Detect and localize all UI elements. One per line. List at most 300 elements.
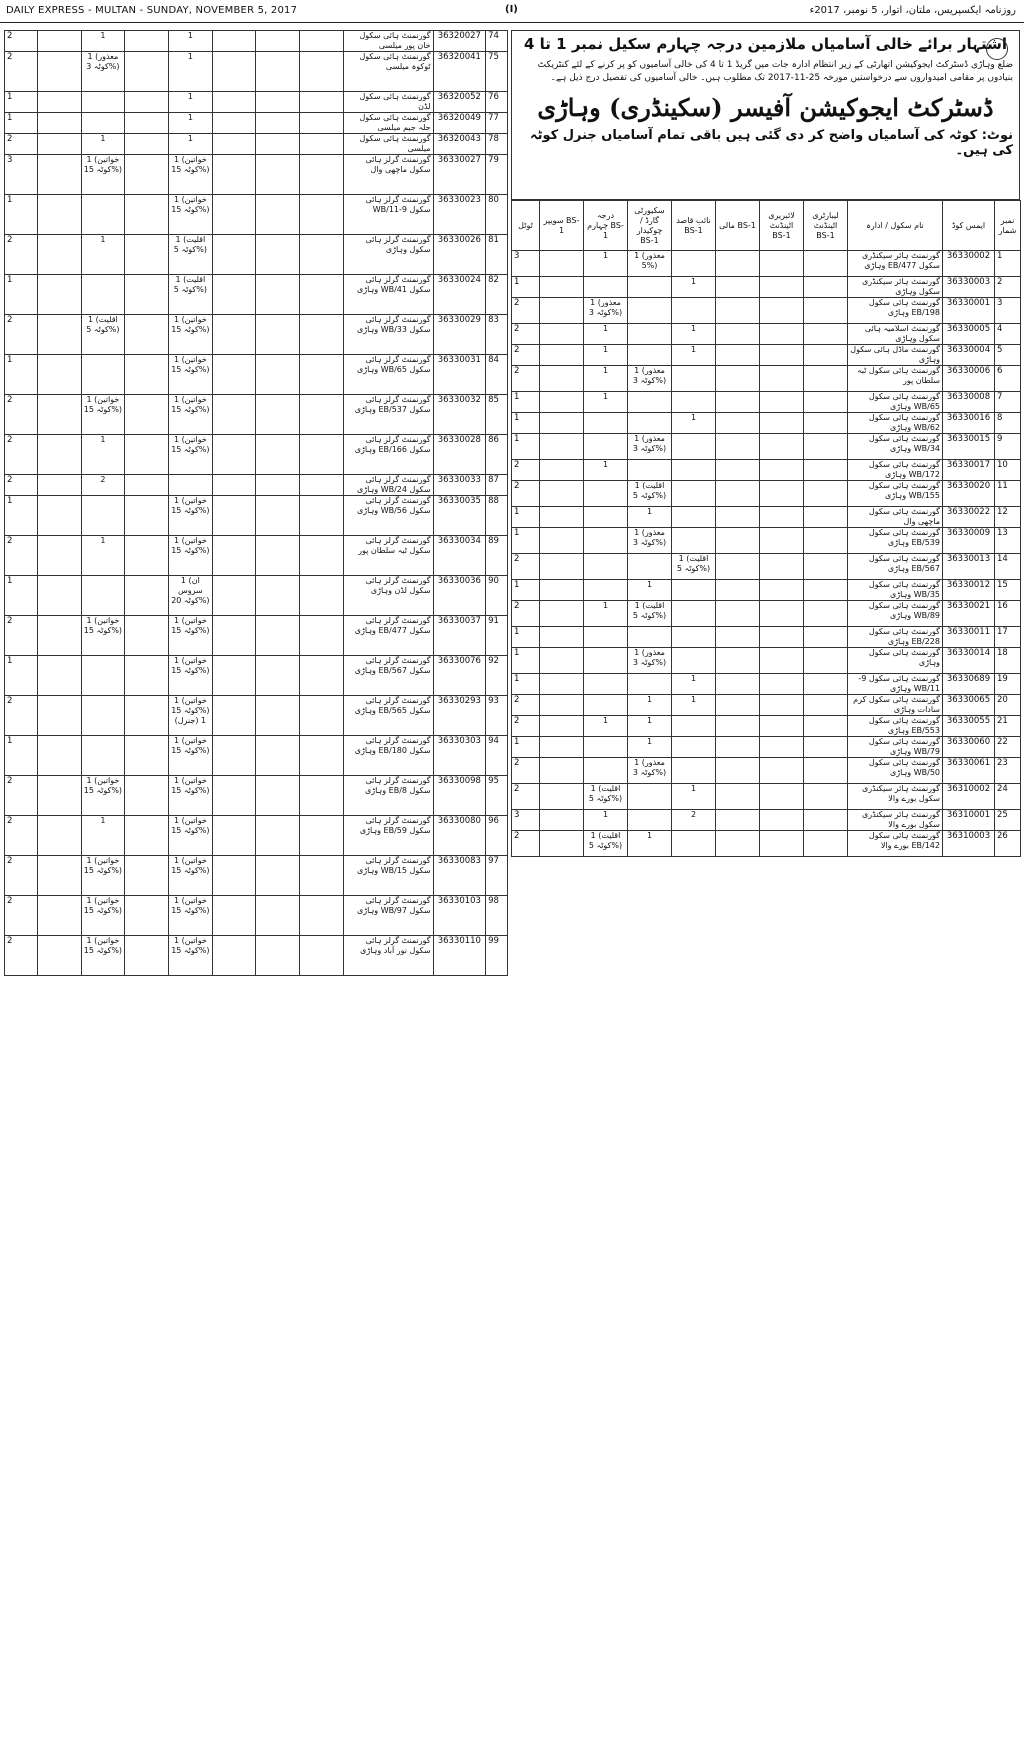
cell-sr: 84 [486,355,508,395]
cell-security-guard [125,435,169,475]
cell-class4 [584,627,628,648]
table-row [512,554,1021,580]
cell-total: 2 [5,475,38,496]
right-column [511,30,1020,857]
cell-mali [212,355,256,395]
cell-class4: 1 [81,235,125,275]
cell-library-attendant [256,576,300,616]
cell-sweeper [37,113,81,134]
cell-emis: 36330080 [433,816,485,856]
cell-emis: 36310001 [943,810,995,831]
cell-class4 [81,275,125,315]
table-row [512,784,1021,810]
cell-sr: 85 [486,395,508,435]
cell-library-attendant [256,275,300,315]
cell-class4: 1 [81,435,125,475]
cell-library-attendant [256,936,300,976]
cell-security-guard: 1 (معذور کوٹہ 3%) [628,434,672,460]
table-row [512,810,1021,831]
cell-emis: 36330020 [943,481,995,507]
cell-lab-attendant [804,366,848,392]
cell-sr: 99 [486,936,508,976]
cell-library-attendant [256,134,300,155]
cell-emis: 36330060 [943,737,995,758]
cell-lab-attendant [804,298,848,324]
cell-lab-attendant [804,695,848,716]
cell-sweeper [540,277,584,298]
cell-library-attendant [760,674,804,695]
cell-sr: 80 [486,195,508,235]
cell-library-attendant [760,601,804,627]
cell-sweeper [37,315,81,355]
cell-total: 2 [5,52,38,92]
cell-emis: 36330689 [943,674,995,695]
cell-lab-attendant [300,816,344,856]
cell-total: 2 [5,536,38,576]
cell-class4 [81,656,125,696]
cell-emis: 36330017 [943,460,995,481]
cell-school: گورنمنٹ ہائی سکول 50/WB وہاڑی [848,758,943,784]
cell-lab-attendant [804,413,848,434]
cell-school: گورنمنٹ ہائی سکول ٹوکوہ میلسی [343,52,433,92]
cell-sweeper [37,195,81,235]
cell-naib-qasid [672,366,716,392]
cell-library-attendant [256,195,300,235]
cell-mali [716,277,760,298]
cell-naib-qasid [672,528,716,554]
cell-emis: 36330009 [943,528,995,554]
table-row [5,936,508,976]
cell-library-attendant [760,324,804,345]
cell-library-attendant [760,810,804,831]
cell-sr: 5 [995,345,1021,366]
cell-emis: 36330008 [943,392,995,413]
cell-total: 2 [512,366,540,392]
cell-lab-attendant [804,627,848,648]
cell-sr: 88 [486,496,508,536]
cell-library-attendant [256,496,300,536]
cell-mali [212,936,256,976]
cell-school: گورنمنٹ ہائی سکول 553/EB وہاڑی [848,716,943,737]
cell-sweeper [540,737,584,758]
cell-sweeper [540,434,584,460]
cell-total: 2 [512,481,540,507]
table-row [5,696,508,736]
cell-naib-qasid: 1 (خواتین کوٹہ 15%) [169,496,213,536]
cell-school: گورنمنٹ گرلز ہائی سکول ماچھی وال [343,155,433,195]
cell-lab-attendant [804,507,848,528]
cell-total: 2 [5,936,38,976]
cell-class4 [584,528,628,554]
cell-emis: 36330011 [943,627,995,648]
cell-security-guard: 1 (معذور 5%) [628,251,672,277]
cell-class4: 1 [81,816,125,856]
cell-naib-qasid: 1 (اقلیت کوٹہ 5%) [672,554,716,580]
table-row [5,113,508,134]
cell-total: 1 [5,355,38,395]
cell-emis: 36330032 [433,395,485,435]
cell-emis: 36310002 [943,784,995,810]
cell-emis: 36330015 [943,434,995,460]
table-row [5,235,508,275]
cell-library-attendant [256,856,300,896]
cell-security-guard [125,92,169,113]
cell-library-attendant [760,831,804,857]
table-row [5,536,508,576]
cell-total: 2 [5,856,38,896]
cell-security-guard [628,345,672,366]
cell-naib-qasid: 1 [672,413,716,434]
cell-mali [716,528,760,554]
cell-lab-attendant [300,275,344,315]
cell-mali [716,392,760,413]
cell-sweeper [37,155,81,195]
cell-school: گورنمنٹ ہائی سکول کرم سادات وہاڑی [848,695,943,716]
cell-class4: 1 [584,392,628,413]
cell-emis: 36330001 [943,298,995,324]
cell-mali [716,434,760,460]
cell-security-guard [125,656,169,696]
cell-sr: 3 [995,298,1021,324]
cell-security-guard [125,355,169,395]
cell-library-attendant [760,627,804,648]
cell-sr: 97 [486,856,508,896]
cell-mali [212,134,256,155]
cell-total: 2 [512,831,540,857]
cell-lab-attendant [804,758,848,784]
cell-emis: 36330061 [943,758,995,784]
table-row [512,277,1021,298]
cell-emis: 36320041 [433,52,485,92]
table-row [512,345,1021,366]
cell-library-attendant [760,737,804,758]
cell-library-attendant [760,298,804,324]
cell-naib-qasid [672,392,716,413]
cell-sweeper [540,345,584,366]
cell-emis: 36330076 [433,656,485,696]
masthead-date-urdu: روزنامہ ایکسپریس، ملتان، اتوار، 5 نومبر، 2017ء [809,5,1016,16]
cell-school: گورنمنٹ ہائی سکول 35/WB وہاڑی [848,580,943,601]
cell-emis: 36330036 [433,576,485,616]
cell-security-guard [628,627,672,648]
cell-security-guard: 1 [628,831,672,857]
cell-mali [716,695,760,716]
cell-school: گورنمنٹ گرلز ہائی سکول 9-11/WB [343,195,433,235]
cell-naib-qasid: 1 (خواتین کوٹہ 15%) [169,936,213,976]
cell-class4: 1 [584,601,628,627]
cell-library-attendant [760,580,804,601]
cell-lab-attendant [804,434,848,460]
cell-school: گورنمنٹ ہائر سیکنڈری سکول بورے والا [848,810,943,831]
cell-sweeper [540,481,584,507]
cell-mali [716,345,760,366]
cell-library-attendant [760,528,804,554]
cell-emis: 36330002 [943,251,995,277]
cell-naib-qasid [672,601,716,627]
cell-naib-qasid: 1 (خواتین کوٹہ 15%) [169,395,213,435]
masthead [0,0,1024,23]
cell-mali [716,810,760,831]
cell-security-guard [628,810,672,831]
cell-library-attendant [760,251,804,277]
cell-school: گورنمنٹ گرلز ہائی سکول 15/WB وہاڑی [343,856,433,896]
table-row [5,435,508,475]
cell-class4: 1 (خواتین کوٹہ 15%) [81,936,125,976]
cell-security-guard [628,674,672,695]
cell-security-guard [628,460,672,481]
cell-library-attendant [256,536,300,576]
cell-emis: 36330016 [943,413,995,434]
cell-mali [212,496,256,536]
cell-sr: 16 [995,601,1021,627]
cell-class4: 1 [584,345,628,366]
cell-security-guard [628,784,672,810]
cell-class4 [81,736,125,776]
cell-library-attendant [760,345,804,366]
cell-sweeper [540,366,584,392]
cell-school: گورنمنٹ ہائی سکول ٹبہ سلطان پور [848,366,943,392]
cell-naib-qasid: 1 (خواتین کوٹہ 15%) 1 (جنرل) [169,696,213,736]
cell-lab-attendant [804,251,848,277]
cell-library-attendant [760,648,804,674]
cell-emis: 36320043 [433,134,485,155]
cell-class4 [81,696,125,736]
cell-mali [212,776,256,816]
cell-class4: 1 [584,251,628,277]
cell-naib-qasid [672,627,716,648]
cell-sr: 25 [995,810,1021,831]
cell-lab-attendant [804,392,848,413]
cell-sr: 87 [486,475,508,496]
cell-lab-attendant [804,481,848,507]
cell-lab-attendant [300,736,344,776]
cell-naib-qasid: 1 (خواتین کوٹہ 15%) [169,155,213,195]
cell-mali [716,716,760,737]
col-sr: نمبر شمار [995,201,1021,251]
cell-sweeper [540,810,584,831]
cell-total: 2 [512,695,540,716]
cell-class4: 1 [81,134,125,155]
cell-naib-qasid: 1 (خواتین کوٹہ 15%) [169,315,213,355]
table-row [512,528,1021,554]
cell-security-guard [628,298,672,324]
cell-sweeper [37,235,81,275]
cell-total: 1 [512,528,540,554]
cell-naib-qasid: 1 (اقلیت کوٹہ 5%) [169,275,213,315]
cell-school: گورنمنٹ ہائی سکول ماچھی وال [848,507,943,528]
cell-mali [716,784,760,810]
cell-mali [212,275,256,315]
table-row [512,627,1021,648]
cell-library-attendant [760,392,804,413]
cell-naib-qasid: 1 (خواتین کوٹہ 15%) [169,355,213,395]
cell-school: گورنمنٹ ہائی سکول 89/WB وہاڑی [848,601,943,627]
cell-lab-attendant [300,896,344,936]
cell-sweeper [37,936,81,976]
cell-lab-attendant [804,810,848,831]
cell-sr: 24 [995,784,1021,810]
cell-library-attendant [256,696,300,736]
cell-total: 2 [5,696,38,736]
cell-naib-qasid: 1 [672,324,716,345]
cell-sr: 17 [995,627,1021,648]
cell-total: 1 [512,627,540,648]
table-row [512,324,1021,345]
cell-school: گورنمنٹ ہائی سکول 9-11/WB وہاڑی [848,674,943,695]
cell-emis: 36330033 [433,475,485,496]
cell-sweeper [540,758,584,784]
table-row [5,576,508,616]
table-row [5,31,508,52]
table-row [512,251,1021,277]
cell-school: گورنمنٹ ہائی سکول 228/EB وہاڑی [848,627,943,648]
table-row [512,758,1021,784]
cell-security-guard: 1 (معذور کوٹہ 3%) [628,758,672,784]
cell-emis: 36330303 [433,736,485,776]
table-row [5,496,508,536]
table-row [512,481,1021,507]
cell-lab-attendant [804,277,848,298]
cell-sweeper [540,507,584,528]
cell-emis: 36330031 [433,355,485,395]
cell-naib-qasid [672,831,716,857]
cell-library-attendant [256,395,300,435]
cell-total: 2 [512,324,540,345]
cell-security-guard [628,324,672,345]
cell-total: 2 [5,435,38,475]
cell-class4: 1 (اقلیت کوٹہ 5%) [584,784,628,810]
cell-sr: 79 [486,155,508,195]
cell-school: گورنمنٹ گرلز ہائی سکول لڈن وہاڑی [343,576,433,616]
cell-sr: 95 [486,776,508,816]
cell-mali [212,31,256,52]
table-row [512,695,1021,716]
cell-security-guard: 1 (معذور کوٹہ 3%) [628,648,672,674]
cell-mali [212,856,256,896]
cell-sr: 18 [995,648,1021,674]
cell-total: 1 [512,674,540,695]
cell-library-attendant [256,656,300,696]
cell-sr: 93 [486,696,508,736]
left-vacancy-table [4,30,508,976]
cell-naib-qasid [672,580,716,601]
cell-sr: 26 [995,831,1021,857]
cell-security-guard [125,536,169,576]
cell-mali [716,507,760,528]
cell-class4: 2 [81,475,125,496]
cell-total: 1 [512,648,540,674]
cell-total: 1 [5,113,38,134]
cell-sweeper [540,392,584,413]
cell-class4 [81,355,125,395]
cell-lab-attendant [804,648,848,674]
cell-naib-qasid: 1 [169,113,213,134]
cell-class4 [584,758,628,784]
cell-school: گورنمنٹ گرلز ہائی سکول 97/WB وہاڑی [343,896,433,936]
cell-security-guard: 1 (اقلیت کوٹہ 5%) [628,601,672,627]
cell-emis: 36330103 [433,896,485,936]
cell-naib-qasid: 1 (خواتین کوٹہ 15%) [169,816,213,856]
cell-library-attendant [760,481,804,507]
cell-security-guard [125,195,169,235]
cell-sr: 96 [486,816,508,856]
cell-lab-attendant [804,716,848,737]
col-mali: مالی BS-1 [716,201,760,251]
cell-mali [716,758,760,784]
cell-class4: 1 [81,31,125,52]
col-security-guard: سکیورٹی گارڈ / چوکیدار BS-1 [628,201,672,251]
cell-mali [716,460,760,481]
cell-emis: 36330022 [943,507,995,528]
cell-sweeper [37,856,81,896]
table-row [5,275,508,315]
cell-total: 1 [5,736,38,776]
cell-security-guard [125,896,169,936]
cell-school: گورنمنٹ گرلز ہائی سکول 41/WB وہاڑی [343,275,433,315]
cell-sr: 77 [486,113,508,134]
table-row [5,134,508,155]
col-class4: درجہ چہارم BS-1 [584,201,628,251]
table-row [512,601,1021,627]
cell-library-attendant [256,113,300,134]
table-row [5,896,508,936]
cell-sr: 76 [486,92,508,113]
cell-school: گورنمنٹ گرلز ہائی سکول نور آباد وہاڑی [343,936,433,976]
quota-note: نوٹ: کوٹہ کی آسامیاں واضح کر دی گئی ہیں باقی تمام آسامیاں جنرل کوٹہ کی ہیں۔ [530,128,1013,158]
cell-class4: 1 (اقلیت کوٹہ 5%) [584,831,628,857]
table-row [512,366,1021,392]
cell-naib-qasid [672,716,716,737]
cell-school: گورنمنٹ ہائی سکول 172/WB وہاڑی [848,460,943,481]
cell-naib-qasid: 1 (خواتین کوٹہ 15%) [169,435,213,475]
cell-class4 [584,737,628,758]
cell-school: گورنمنٹ گرلز ہائی سکول 567/EB وہاڑی [343,656,433,696]
cell-library-attendant [760,277,804,298]
cell-sweeper [37,776,81,816]
cell-library-attendant [760,366,804,392]
cell-class4 [584,580,628,601]
cell-total: 2 [5,31,38,52]
cell-sr: 78 [486,134,508,155]
col-emis: ایمس کوڈ [943,201,995,251]
cell-security-guard [125,134,169,155]
cell-sr: 92 [486,656,508,696]
cell-class4 [584,674,628,695]
cell-total: 2 [512,298,540,324]
cell-security-guard [125,275,169,315]
cell-lab-attendant [300,92,344,113]
cell-class4 [584,481,628,507]
cell-naib-qasid: 1 [169,31,213,52]
table-row [5,155,508,195]
cell-sweeper [540,648,584,674]
cell-library-attendant [760,434,804,460]
cell-emis: 36330037 [433,616,485,656]
cell-sweeper [540,554,584,580]
cell-naib-qasid: 1 (خواتین کوٹہ 15%) [169,616,213,656]
cell-lab-attendant [300,696,344,736]
cell-sr: 98 [486,896,508,936]
cell-mali [212,113,256,134]
cell-security-guard: 1 [628,695,672,716]
cell-naib-qasid: 1 [672,695,716,716]
cell-sr: 86 [486,435,508,475]
cell-total: 2 [5,616,38,656]
cell-mali [716,366,760,392]
cell-total: 2 [5,134,38,155]
cell-library-attendant [256,315,300,355]
cell-sr: 91 [486,616,508,656]
